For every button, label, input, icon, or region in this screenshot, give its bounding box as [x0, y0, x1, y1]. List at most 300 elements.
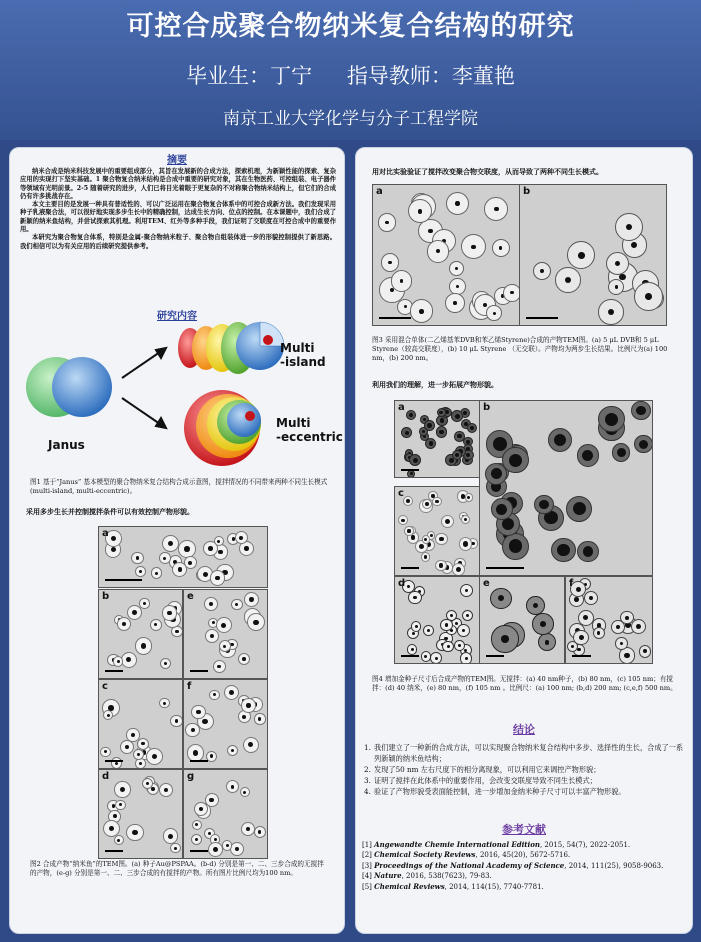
particle — [178, 540, 196, 558]
panel-label: b — [102, 591, 110, 602]
particle — [120, 740, 134, 754]
particle-core — [456, 285, 459, 288]
particle-core — [215, 576, 220, 581]
particle — [432, 497, 442, 507]
particle — [538, 633, 556, 651]
particle — [247, 613, 265, 631]
particle — [103, 710, 113, 720]
arrow-icon — [122, 348, 166, 428]
particle-core — [411, 648, 414, 651]
particle — [449, 261, 464, 276]
particle — [421, 552, 431, 562]
particle-core — [117, 839, 120, 842]
particle — [410, 299, 434, 323]
particle-core — [466, 614, 469, 617]
particle — [378, 213, 397, 232]
particle-core — [501, 635, 509, 643]
panel-label: b — [483, 402, 491, 413]
particle — [135, 566, 146, 577]
particle-core — [141, 643, 146, 648]
particle — [406, 410, 416, 420]
particle-core — [214, 838, 217, 841]
particle-core — [467, 496, 470, 499]
particle — [170, 715, 182, 727]
particle-core — [422, 430, 425, 433]
particle-core — [122, 622, 126, 626]
particle — [430, 652, 442, 664]
particle — [115, 800, 125, 810]
particle-core — [577, 648, 580, 651]
particle-core — [400, 279, 404, 283]
particle-core — [510, 291, 513, 294]
particle — [584, 591, 599, 606]
particle — [441, 515, 454, 528]
particle-core — [407, 585, 410, 588]
figure3-caption: 图3 采用混合单体(二乙烯基苯DVB和苯乙烯Styrene)合成的产物TEM图。(a) 5 μL DVB和 5 μL Styrene（较高交联度），(b) 10 μL Styrene （无交联）。产物均为两步生长结果。比例尺为(a) 100 nm，(b) 200 nm。 — [372, 336, 668, 363]
particle — [409, 454, 421, 466]
particle-core — [456, 567, 461, 572]
particle — [191, 705, 205, 719]
micrograph-panel-b — [519, 184, 667, 326]
particle-core — [184, 546, 189, 551]
particle — [160, 658, 171, 669]
particle-core — [136, 556, 140, 560]
particle-core — [410, 472, 413, 475]
particle — [139, 598, 149, 608]
particle — [452, 563, 465, 576]
particle-core — [625, 616, 629, 620]
particle — [445, 293, 465, 313]
particle — [598, 406, 624, 432]
particle-core — [465, 589, 468, 592]
particle — [192, 820, 202, 830]
particle — [427, 240, 450, 263]
particle — [615, 213, 643, 241]
particle-core — [223, 645, 226, 648]
particle — [435, 533, 448, 546]
particle — [127, 605, 143, 621]
particle-core — [155, 572, 158, 575]
particle-core — [411, 535, 416, 540]
particle — [462, 610, 473, 621]
particle-core — [248, 742, 253, 747]
particle-core — [430, 534, 433, 537]
particle — [620, 611, 633, 624]
right-panel — [355, 147, 693, 934]
particle — [577, 444, 600, 467]
particle-core — [203, 572, 208, 577]
particle-core — [445, 410, 449, 414]
micrograph-panel-a — [394, 400, 480, 478]
particle-core — [115, 762, 118, 765]
particle-core — [445, 519, 450, 524]
author-line — [0, 60, 701, 90]
particle-core — [576, 587, 581, 592]
scale-bar — [105, 579, 142, 581]
particle-core — [554, 434, 566, 446]
particle-core — [388, 261, 391, 264]
particle — [490, 588, 512, 610]
particle-core — [415, 625, 418, 628]
micrograph-panel-c — [98, 679, 183, 769]
particle-core — [435, 657, 438, 660]
janus-particle — [26, 357, 112, 417]
particle-core — [509, 539, 523, 553]
particle — [435, 560, 446, 571]
particle — [135, 637, 152, 654]
particle-core — [217, 665, 221, 669]
particle — [461, 515, 470, 524]
abstract-body — [20, 168, 336, 251]
particle-core — [174, 847, 177, 850]
micrograph-panel-d — [98, 769, 183, 859]
particle-core — [579, 635, 584, 640]
particle-core — [242, 657, 246, 661]
left-panel — [9, 147, 345, 934]
conclusion-title: 结论 — [513, 723, 535, 736]
particle — [213, 660, 226, 673]
scale-bar — [401, 469, 419, 471]
scale-bar — [486, 655, 504, 657]
particle — [219, 640, 231, 652]
particle — [615, 637, 627, 649]
conclusion-item: 1. 我们建立了一种新的合成方法，可以实现聚合物纳米复合结构中多步、选择性的生长，合成了一系列新颖的纳米鱼结构； — [364, 743, 684, 763]
particle — [391, 270, 413, 292]
particle — [244, 592, 259, 607]
abstract-title: 摘要 — [167, 155, 187, 166]
particle-core — [493, 312, 496, 315]
particle — [551, 538, 575, 562]
particle-core — [424, 555, 427, 558]
particle-core — [574, 597, 579, 602]
particle-core — [509, 454, 522, 467]
particle — [454, 640, 465, 651]
particle-core — [533, 603, 538, 608]
particle — [407, 644, 417, 654]
particle — [216, 617, 232, 633]
particle-core — [494, 207, 498, 211]
particle — [403, 496, 413, 506]
particle — [465, 493, 473, 501]
panel-label: a — [102, 528, 109, 539]
multi-eccentric-particle — [184, 390, 261, 466]
particle-core — [458, 644, 461, 647]
particle — [209, 690, 220, 701]
particle — [422, 535, 430, 543]
particle-core — [104, 750, 107, 753]
panel-label: e — [187, 591, 194, 602]
particle-core — [117, 660, 120, 663]
particle — [210, 570, 225, 585]
poster-header — [0, 0, 701, 140]
figure1-caption: 图1 基于“Janus” 基本模型的聚合物纳米复合结构合成示意图，搅拌情况的不同带来两种不同生长模式(multi-island, multi-eccentric)。 — [30, 478, 328, 496]
particle-core — [242, 715, 246, 719]
particle — [150, 619, 162, 631]
particle — [146, 748, 164, 766]
particle-core — [424, 655, 427, 658]
particle-core — [195, 823, 198, 826]
abstract-paragraph: 纳米合成是纳米科技发展中的重要组成部分，其旨在发展新的合成方法，探索机理，为新颖性能的探索、复杂应用的实现打下坚实基础。1 聚合物复合纳米结构是合成中重要的研究对象，其在生物医药、可控组装、电子器件等领域有光明前景。2-5 随着研究的进步，人们已将目光着眼于更复杂的不对称聚合物纳米结构上，但它们的合成仍有许多挑战存在。 — [20, 168, 336, 200]
particle-core — [439, 537, 444, 542]
particle — [639, 645, 652, 658]
particle — [205, 793, 219, 807]
particle — [238, 653, 250, 665]
figure2-caption: 图2 合成产物“纳米鱼”的TEM图。(a) 种子Au@PSPAA。(b-d) 分别是第一、二、三步合成的无搅拌的产物，(e-g) 分别是第一、二、三步合成的有搅拌的产物。所有图片比例尺均为100 nm。 — [30, 860, 324, 878]
scale-bar — [572, 655, 591, 657]
particle-core — [164, 788, 168, 792]
particle — [114, 781, 130, 797]
particle — [424, 420, 435, 431]
particle-core — [645, 293, 652, 300]
particle — [142, 778, 153, 789]
particle — [131, 552, 143, 564]
particle-core — [412, 632, 415, 635]
particle-core — [615, 261, 620, 266]
particle-core — [424, 538, 427, 541]
scale-bar — [486, 567, 524, 569]
particle-core — [409, 413, 413, 417]
particle-core — [582, 450, 593, 461]
particle-core — [208, 546, 212, 550]
particle — [421, 651, 431, 661]
particle-core — [639, 440, 648, 449]
scale-bar — [190, 850, 208, 852]
particle — [437, 408, 446, 417]
particle-core — [199, 807, 203, 811]
particle-core — [455, 622, 458, 625]
particle-core — [208, 832, 211, 835]
particle-core — [626, 224, 633, 231]
particle-core — [455, 267, 458, 270]
particle — [619, 647, 636, 664]
micrograph-panel-d — [394, 576, 480, 664]
particle — [243, 737, 259, 753]
particle-core — [210, 634, 214, 638]
particle — [567, 241, 595, 269]
multi-island-particle — [178, 322, 284, 374]
reference-item: [4] Nature, 2016, 538(7623), 79-83. — [362, 871, 492, 881]
particle-core — [163, 702, 166, 705]
particle-core — [246, 703, 250, 707]
particle-core — [139, 570, 142, 573]
particle — [593, 627, 605, 639]
particle — [461, 234, 486, 259]
micrograph-panel-b — [479, 400, 653, 576]
particle-core — [191, 728, 195, 732]
particle — [117, 617, 131, 631]
panel-label: b — [523, 186, 531, 197]
micrograph-panel-f — [565, 576, 653, 664]
particle — [205, 629, 219, 643]
particle-core — [498, 595, 504, 601]
particle-core — [132, 610, 137, 615]
research-title: 研究内容 — [157, 311, 197, 322]
particle-core — [540, 269, 544, 273]
particle-core — [258, 830, 261, 833]
particle — [254, 713, 265, 724]
particle-core — [258, 717, 261, 720]
particle — [460, 584, 474, 598]
particle — [442, 641, 454, 653]
particle-core — [457, 434, 461, 438]
abstract-paragraph: 本研究为聚合物复合体系，特别是金属-聚合物纳米粒子、聚合物自组装体进一步的形貌控制提供了新思路。我们相信可以为有关应用的后续研究提供参考。 — [20, 234, 336, 250]
particle-core — [589, 596, 593, 600]
particle-core — [209, 798, 213, 802]
particle — [446, 192, 469, 215]
particle — [241, 698, 256, 713]
particle — [159, 783, 173, 797]
particle — [208, 842, 224, 858]
particle — [206, 751, 217, 762]
particle — [492, 239, 510, 257]
particle — [555, 267, 580, 292]
scale-bar — [401, 655, 419, 657]
particle-core — [617, 448, 626, 457]
particle — [608, 279, 624, 295]
panel-label: e — [483, 578, 490, 589]
particle — [241, 822, 255, 836]
particle-core — [464, 518, 467, 521]
particle-core — [428, 229, 432, 233]
particle-core — [496, 504, 507, 515]
particle — [254, 826, 266, 838]
particle — [133, 749, 144, 760]
particle-core — [583, 546, 594, 557]
particle-core — [636, 406, 645, 415]
particle-core — [401, 519, 405, 523]
particle-core — [235, 603, 238, 606]
particle-core — [557, 544, 569, 556]
particle — [231, 599, 242, 610]
micrograph-panel-f — [183, 679, 268, 769]
particle-core — [406, 499, 410, 503]
particle — [159, 552, 171, 564]
particle-core — [631, 242, 637, 248]
label-multi-eccentric: Multi -eccentric — [276, 416, 343, 444]
particle-core — [193, 750, 199, 756]
institution: 南京工业大学化学与分子工程学院 — [223, 109, 478, 129]
particle — [135, 758, 146, 769]
particle — [452, 450, 462, 460]
conclusion-item: 3. 证明了搅拌在此体系中的重要作用，会改变交联度导致不同生长模式； — [364, 776, 597, 785]
particle-core — [188, 561, 192, 565]
particle-core — [471, 245, 476, 250]
particle-core — [126, 657, 131, 662]
particle-core — [439, 563, 443, 567]
particle — [408, 591, 421, 604]
particle-core — [239, 536, 243, 540]
particle-core — [463, 541, 468, 546]
particle — [172, 562, 187, 577]
particle-core — [246, 827, 250, 831]
particle — [398, 515, 408, 525]
label-janus: Janus — [48, 438, 85, 452]
particle-core — [439, 430, 444, 435]
particle-core — [425, 502, 429, 506]
particle-core — [605, 413, 618, 426]
particle-core — [143, 602, 146, 605]
label-multi-island: Multi -island — [280, 341, 326, 369]
particle — [457, 624, 470, 637]
micrograph-panel-c — [394, 486, 480, 576]
particle — [227, 745, 238, 756]
particle-core — [455, 414, 460, 419]
particle — [566, 496, 592, 522]
conclusion-item: 2. 发现了50 nm 左右尺度下的相分离现象，可以利用它来调控产物形貌； — [364, 765, 601, 774]
particle-core — [231, 749, 234, 752]
particle-core — [125, 745, 129, 749]
particle — [411, 621, 421, 631]
particle — [491, 625, 519, 653]
particle-core — [167, 611, 172, 616]
particle-core — [229, 690, 234, 695]
advisor-name: 指导教师：李董艳 — [346, 64, 515, 88]
particle-core — [231, 785, 235, 789]
particle — [425, 438, 436, 449]
particle-core — [244, 546, 249, 551]
particle — [162, 535, 179, 552]
particle — [126, 824, 144, 842]
particle-core — [213, 693, 216, 696]
particle-core — [107, 714, 110, 717]
particle-core — [230, 643, 233, 646]
particle-core — [435, 500, 438, 503]
particle-core — [427, 629, 430, 632]
particle-core — [491, 468, 502, 479]
particle — [606, 252, 629, 275]
particle — [151, 567, 163, 579]
particle-core — [539, 500, 548, 509]
particle — [534, 495, 553, 514]
particle — [503, 284, 520, 302]
particle-core — [419, 309, 423, 313]
particle-core — [483, 303, 487, 307]
particle-core — [571, 645, 574, 648]
particle — [404, 526, 413, 535]
particle — [100, 747, 111, 758]
particle-core — [455, 453, 459, 457]
reference-item: [1] Angewandte Chemie International Edition, 2015, 54(7), 2022-2051. — [362, 840, 631, 849]
particle-core — [493, 437, 507, 451]
particle — [502, 533, 529, 560]
particle-core — [195, 838, 198, 841]
scale-bar — [105, 670, 123, 672]
particle-core — [213, 847, 218, 852]
particle — [114, 835, 124, 845]
micrograph-panel-a — [98, 526, 268, 588]
particle-core — [462, 629, 465, 632]
particle — [401, 427, 412, 438]
statement-stirring: 用对比实验验证了搅拌改变聚合物交联度，从而导致了两种不同生长模式。 — [372, 167, 603, 176]
particle-core — [463, 411, 467, 415]
particle — [204, 597, 218, 611]
particle-core — [209, 602, 213, 606]
particle-core — [436, 249, 440, 253]
particle — [612, 443, 630, 461]
particle-core — [175, 630, 178, 633]
particle-core — [466, 453, 470, 457]
particle — [460, 652, 472, 664]
particle — [598, 299, 624, 325]
particle-core — [413, 458, 418, 463]
reference-list — [362, 840, 688, 892]
particle-core — [109, 826, 114, 831]
particle-core — [464, 649, 467, 652]
figure4-caption: 图4 增加金种子尺寸后合成产物的TEM图。无搅拌：(a) 40 nm种子，(b) 80 nm，(c) 105 nm；有搅拌：(d) 40 纳米，(e) 80 nm，(f) 105 nm 。比例尺：(a) 100 nm; (b,d) 200 nm; (c,e,f) 500 nm。 — [372, 675, 677, 693]
particle-core — [120, 787, 125, 792]
particle-core — [151, 787, 155, 791]
graduate-name: 毕业生：丁宁 — [186, 64, 313, 88]
